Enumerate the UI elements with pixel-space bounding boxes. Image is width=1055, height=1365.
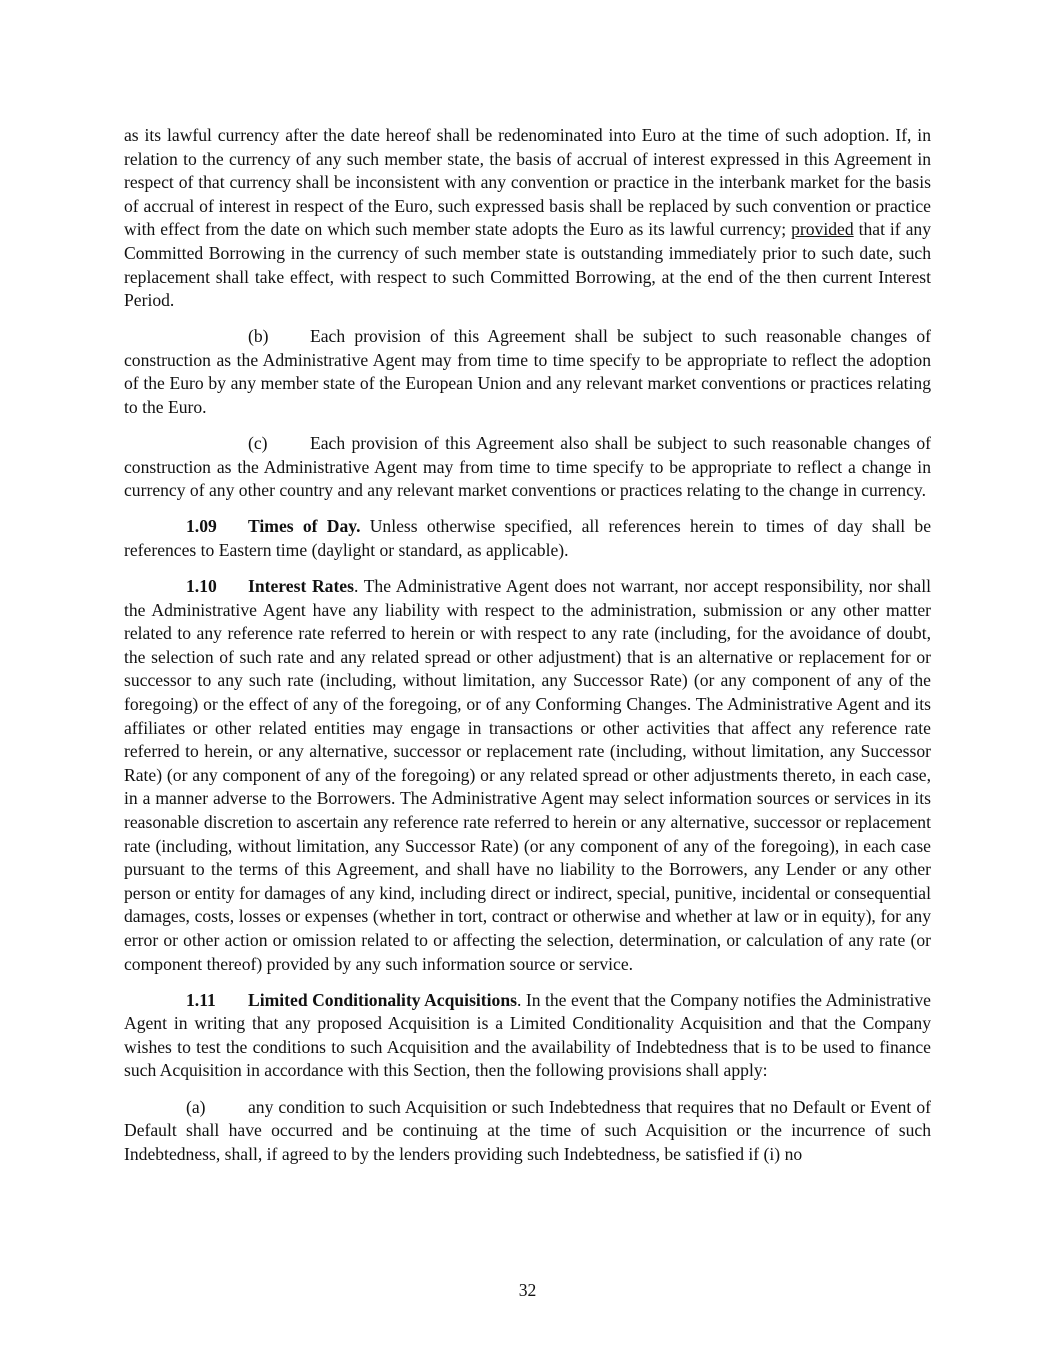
section-1-11 [124, 989, 931, 1083]
document-body [124, 124, 931, 1179]
section-1-09 [124, 515, 931, 562]
paragraph-b [124, 325, 931, 419]
section-number: 1.11 [186, 989, 216, 1010]
section-1-10 [124, 575, 931, 976]
clause-text-b: Each provision of this Agreement shall be subject to such reasonable changes of construction as the Administrative Agent may from time to time specify to be appropriate to reflect the adoption of the Euro by any member state of the European Union and any relevant market conventions or practices relating to the Euro. [124, 326, 931, 418]
section-text: Unless otherwise specified, all references herein to times of day shall be references to Eastern time (daylight or standard, as applicable). [124, 516, 932, 560]
page-number: 32 [518, 1280, 537, 1300]
clause-label-a: (a) [186, 1096, 206, 1117]
paragraph-text-continued: that if any Committed Borrowing in the currency of such member state is outstanding immediately prior to such date, such replacement shall take effect, with respect to such Committed Borrowing, at the end of the then current Interest Period. [124, 219, 931, 311]
section-text: . In the event that the Company notifies the Administrative Agent in writing that any proposed Acquisition is a Limited Conditionality Acquisition and that the Company wishes to test the conditions to such Acquisition and the availability of Indebtedness that is to be used to finance such Acquisition in accordance with this Section, then the following provisions shall apply: [124, 989, 931, 1081]
section-title: Limited Conditionality Acquisitions [248, 989, 517, 1010]
clause-label-c: (c) [248, 433, 268, 454]
paragraph-euro-redenomination [124, 124, 931, 313]
clause-text-a: any condition to such Acquisition or such Indebtedness that requires that no Default or Event of Default shall have occurred and be continuing at the time of such Acquisition or the incurrence of such Indebtedness, shall, if agreed to by the lenders providing such Indebtedness, be satisfied if (i) no [124, 1096, 931, 1164]
section-title: Times of Day. [248, 516, 361, 537]
section-text: . The Administrative Agent does not warrant, nor accept responsibility, nor shall the Administrative Agent have any liability with respect to the administration, submission or any other matter related to any reference rate referred to herein or with respect to any rate (including, for the avoidance of doubt, the selection of such rate and any related spread or other adjustment) that is an alternative or replacement for or successor to any such rate (including, without limitation, any Successor Rate) (or any component of any of the foregoing) or the effect of any of the foregoing, or of any Conforming Changes. The Administrative Agent and its affiliates or other related entities may engage in transactions or other activities that affect any reference rate referred to herein, or any alternative, successor or replacement rate (including, without limitation, any Successor Rate) (or any component of any of the foregoing) or any related spread or other adjustments thereto, in each case, in a manner adverse to the Borrowers. The Administrative Agent may select information sources or services in its reasonable discretion to ascertain any reference rate referred to herein or any alternative, successor or replacement rate (including, without limitation, any Successor Rate) (or any component of any of the foregoing), in each case pursuant to the terms of this Agreement, and shall have no liability to the Borrowers, any Lender or any other person or entity for damages of any kind, including direct or indirect, special, punitive, incidental or consequential damages, costs, losses or expenses (whether in tort, contract or otherwise and whether at law or in equity), for any error or other action or omission related to or affecting the selection, determination, or calculation of any rate (or component thereof) provided by any such information source or service. [124, 576, 931, 974]
section-number: 1.09 [186, 516, 217, 537]
section-number: 1.10 [186, 576, 217, 597]
clause-text-c: Each provision of this Agreement also shall be subject to such reasonable changes of construction as the Administrative Agent may from time to time specify to be appropriate to reflect a change in currency of any other country and any relevant market conventions or practices relating to the change in currency. [124, 433, 931, 501]
provided-underlined: provided [791, 219, 854, 240]
paragraph-a [124, 1096, 931, 1167]
section-title: Interest Rates [248, 576, 354, 597]
paragraph-c [124, 432, 931, 503]
paragraph-text: as its lawful currency after the date hereof shall be redenominated into Euro at the time of such adoption. If, in relation to the currency of any such member state, the basis of accrual of interest expressed in this Agreement in respect of that currency shall be inconsistent with any convention or practice in the interbank market for the basis of accrual of interest in respect of the Euro, such expressed basis shall be replaced by such convention or practice with effect from the date on which such member state adopts the Euro as its lawful currency; [124, 125, 931, 240]
clause-label-b: (b) [248, 326, 269, 347]
